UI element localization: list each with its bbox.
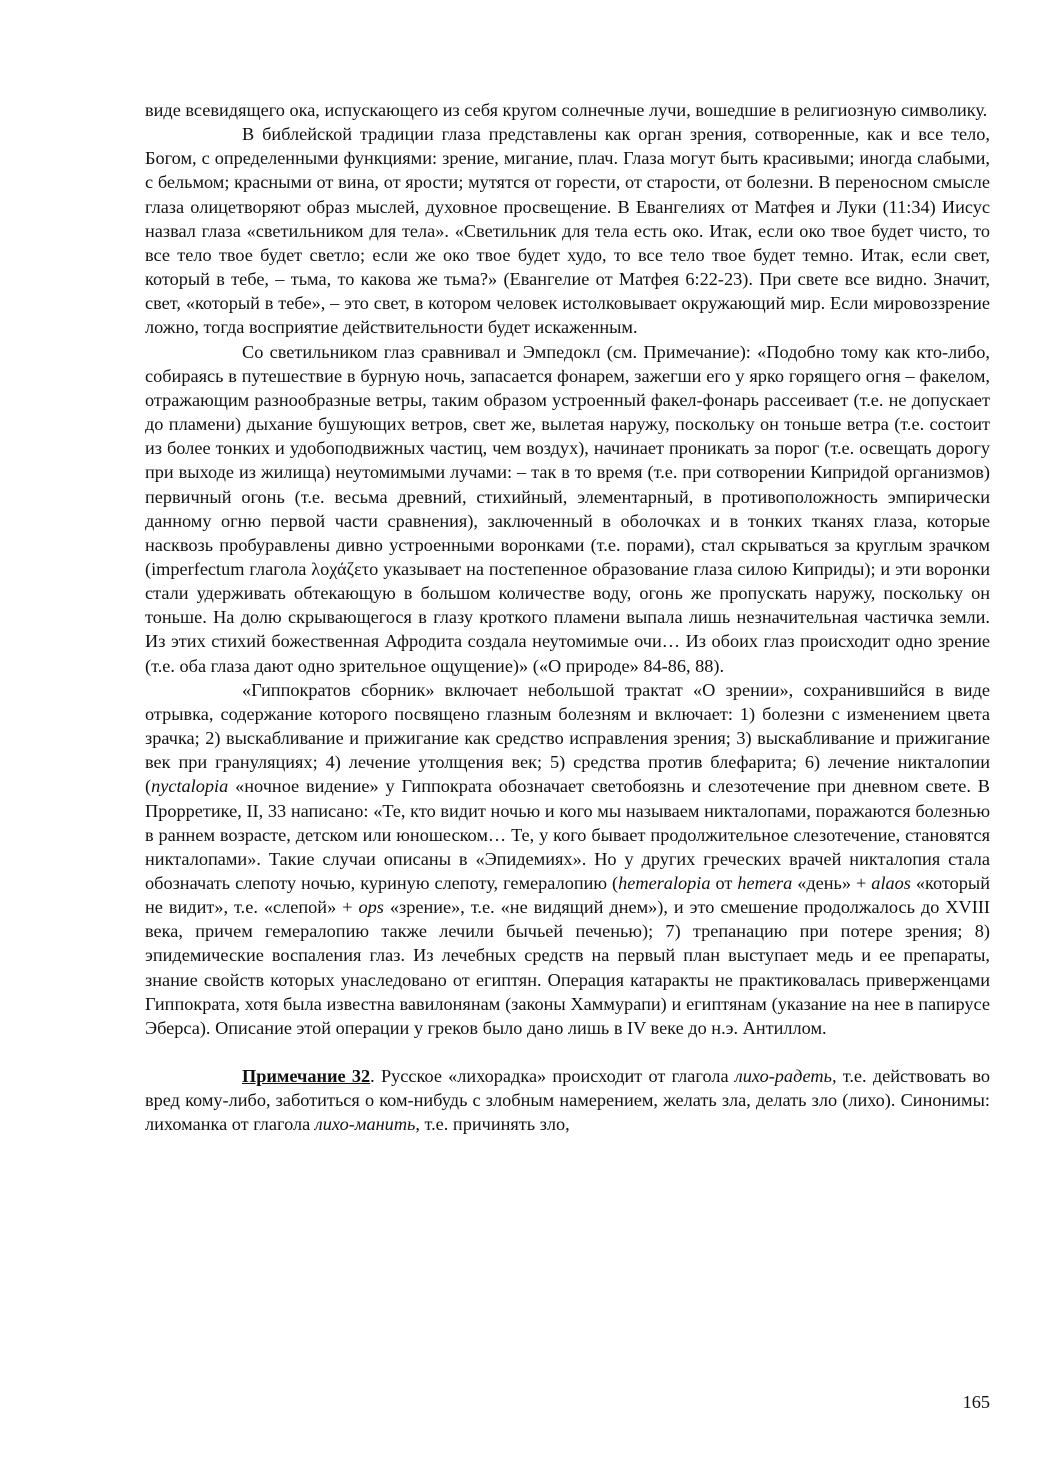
note-title: Примечание 32 <box>242 1066 371 1087</box>
paragraph-2: В библейской традиции глаза представлены как орган зрения, сотворенные, как и все тело, Богом, с определенными функциями: зрение, мигание, плач. Глаза могут быть красивыми; иногда слабыми, с бельмом; красными от вина, от ярости; мутятся от горести, от старости, от болезни. В переносном смысле глаза олицетворяют образ мыслей, духовное просвещение. В Евангелиях от Матфея и Луки (11:34) Иисус назвал глаза «светильником для тела». «Светильник для тела есть око. Итак, если око твое будет чисто, то все тело твое будет светло; если же око твое будет худо, то все тело твое будет темно. Итак, если свет, который в тебе, – тьма, то какова же тьма?» (Евангелие от Матфея 6:22-23). При свете все видно. Значит, свет, «который в тебе», – это свет, в котором человек истолковывает окружающий мир. Если мировоззрение ложно, тогда восприятие действительности будет искаженным. <box>145 124 990 338</box>
text-run: , т.е. причинять зло, <box>415 1114 570 1135</box>
italic-term: ops <box>358 897 384 918</box>
text-run: «зрение», т.е. «не видящий днем»), и это смешение продолжалось до XVIII века, причем гемералопию также лечили бычьей печенью); 7) трепанацию при потере зрения; 8) эпидемические воспаления глаз. Из лечебных средств на первый план выступает медь и ее препараты, знание свойств которых унаследовано от египтян. Операция катаракты не практиковалась приверженцами Гиппократа, хотя была известна вавилонянам (законы Хаммурапи) и египтянам (указание на нее в папирусе Эберса). Описание этой операции у греков было дано лишь в IV веке до н.э. Антиллом. <box>145 897 991 1038</box>
note-paragraph <box>145 1064 990 1136</box>
text-run: «ночное видение» у Гиппократа обозначает светобоязнь и слезотечение при дневном свете. В Прорретике, II, 33 написано: «Те, кто видит ночью и кого мы называем никталопами, поражаются болезнью в раннем возрасте, детском или юношеском… Те, у кого бывает продолжительное слезотечение, становятся никталопами». Такие случаи описаны в «Эпидемиях». Но у других греческих врачей никталопия стала обозначать слепоту ночью, куриную слепоту, гемералопию ( <box>145 776 990 893</box>
text-run: . Русское «лихорадка» происходит от глагола <box>370 1066 735 1087</box>
page-body <box>145 98 990 1137</box>
text-run: от <box>710 873 738 893</box>
text-run: «день» + <box>792 873 872 893</box>
text-run: «который не видит», т.е. «слепой» + <box>145 873 990 918</box>
paragraph-3: Со светильником глаз сравнивал и Эмпедокл (см. Примечание): «Подобно тому как кто-либо, собираясь в путешествие в бурную ночь, запасается фонарем, зажегши его у ярко горящего огня – факелом, отражающим разнообразные ветры, таким образом устроенный факел-фонарь рассеивает (т.е. не допускает до пламени) дыхание бушующих ветров, свет же, вылетая наружу, поскольку он тоньше ветра (т.е. состоит из более тонких и удобоподвижных частиц, чем воздух), начинает проникать за порог (т.е. освещать дорогу при выходе из жилища) неутомимыми лучами: – так в то время (т.е. при сотворении Кипридой организмов) первичный огонь (т.е. весьма древний, стихийный, элементарный, в противоположность эмпирически данному огню первой части сравнения), заключенный в оболочках и в тонких тканях глаза, которые насквозь пробуравлены дивно устроенными воронками (т.е. порами), стал скрываться за круглым зрачком (imperfectum глагола λοχάζετο указывает на постепенное образование глаза силою Киприды); и эти воронки стали удерживать обтекающую в большом количестве воду, огонь же пропускать наружу, поскольку он тоньше. На долю скрывающегося в глазу кроткого пламени выпала лишь незначительная частичка земли. Из этих стихий божественная Афродита создала неутомимые очи… Из обоих глаз происходит одно зрение (т.е. оба глаза дают одно зрительное ощущение)» («О природе» 84-86, 88). <box>145 341 990 676</box>
page-number: 165 <box>962 1392 990 1412</box>
text-run: т.е. действовать во вред кому-либо, заботиться о ком-нибудь с злобным намерением, желать зла, делать зло (лихо). Синонимы: лихоманка от глагола <box>145 1066 990 1135</box>
italic-term: hemera <box>737 873 793 893</box>
text-run: «Гиппократов сборник» включает небольшой трактат «О зрении», сохранившийся в виде отрывка, содержание которого посвящено глазным болезням и включает: 1) болезни с изменением цвета зрачка; 2) выскабливание и прижигание как средство исправления зрения; 3) выскабливание и прижигание век при грануляциях; 4) лечение утолщения век; 5) средства против блефарита; 6) лечение никталопии ( <box>145 679 990 797</box>
paragraph-1: виде всевидящего ока, испускающего из себя кругом солнечные лучи, вошедшие в религиозную символику. <box>145 100 988 120</box>
italic-term: лихо-манить <box>314 1114 416 1135</box>
paragraph-4 <box>145 678 990 1040</box>
italic-term: лихо-радеть, <box>734 1066 837 1087</box>
italic-term: nyctalopia <box>151 776 229 797</box>
italic-term: hemeralopia <box>618 873 711 893</box>
italic-term: alaos <box>871 873 911 893</box>
